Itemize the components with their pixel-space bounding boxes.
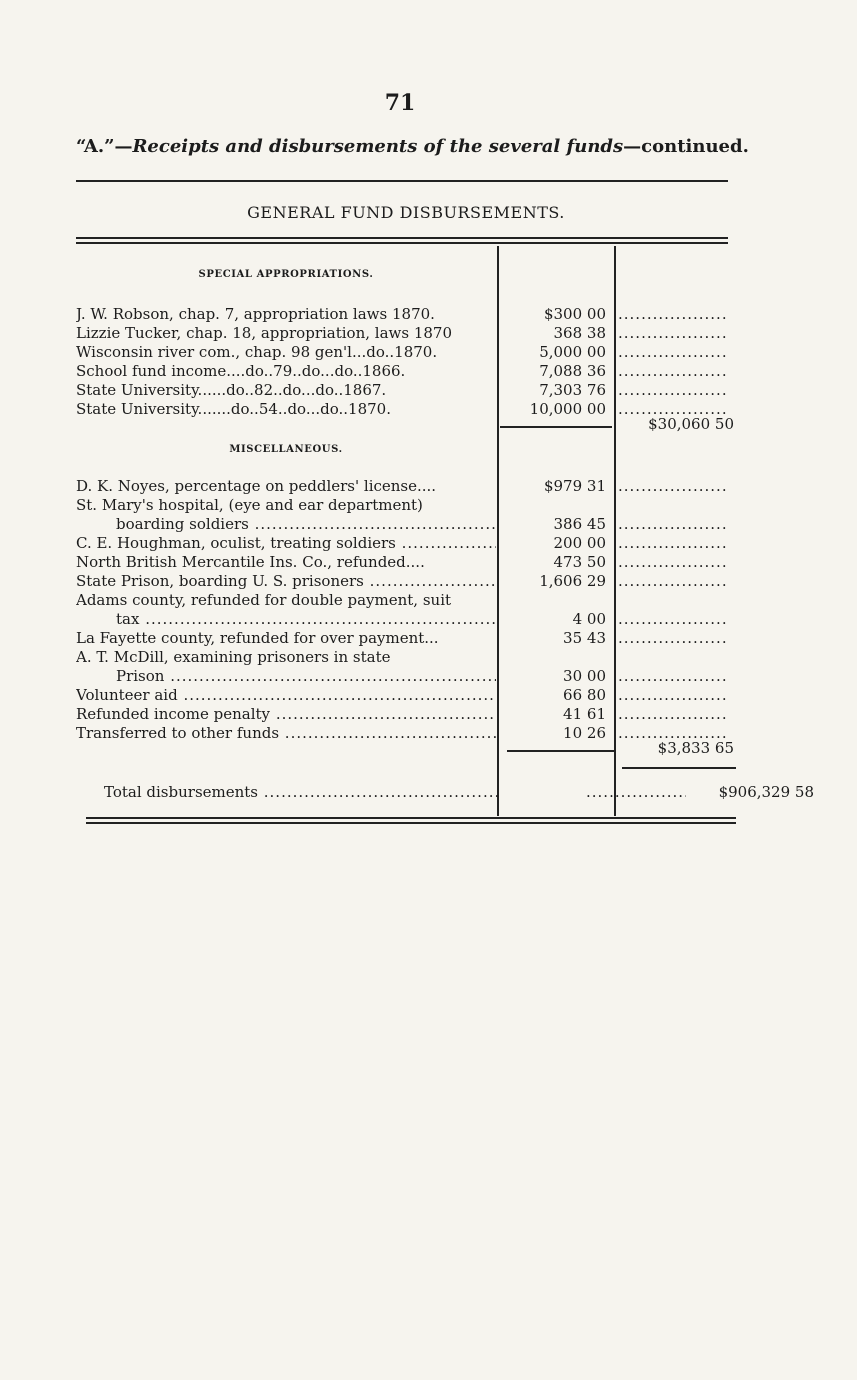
row-amount: 10,000 00 <box>529 400 606 418</box>
row-amount: 473 50 <box>553 553 606 571</box>
row-label <box>76 533 496 553</box>
dot-leader <box>396 534 496 552</box>
dot-leader <box>178 686 496 704</box>
row-label-text: boarding soldiers <box>116 515 249 533</box>
row-amount: $300 00 <box>543 305 606 323</box>
dot-leader <box>270 705 496 723</box>
row-label-text: Transferred to other funds <box>76 724 280 742</box>
dot-leader <box>618 609 728 629</box>
row-label: St. Mary's hospital, (eye and ear department) <box>76 496 423 514</box>
row-label: Adams county, refunded for double payment, suit <box>76 591 452 609</box>
total-label-text: Total disbursements <box>104 783 258 801</box>
dot-leader <box>618 361 728 381</box>
row-label <box>76 685 496 705</box>
row-label: Wisconsin river com., chap. 98 gen'l...do..1870. <box>76 343 438 361</box>
row-amount: 200 00 <box>553 534 606 552</box>
row-label: A. T. McDill, examining prisoners in state <box>76 648 391 666</box>
row-amount: 1,606 29 <box>539 572 606 590</box>
section-title: GENERAL FUND DISBURSEMENTS. <box>247 203 565 222</box>
dot-leader <box>618 704 728 724</box>
dot-leader <box>618 304 728 324</box>
total-label <box>104 782 499 802</box>
row-label: Lizzie Tucker, chap. 18, appropriation, laws 1870 <box>76 324 452 342</box>
dot-leader <box>139 610 496 628</box>
table-top-rule-1 <box>76 237 728 239</box>
row-label-text: State Prison, boarding U. S. prisoners <box>76 572 364 590</box>
dot-leader <box>618 476 728 496</box>
table-bottom-rule-1 <box>86 817 736 819</box>
row-label <box>76 571 496 591</box>
running-head-prefix: “A.”— <box>76 136 133 157</box>
column-divider-2 <box>614 246 616 816</box>
dot-leader <box>618 380 728 400</box>
dot-leader <box>618 666 728 686</box>
row-label: J. W. Robson, chap. 7, appropriation laws 1870. <box>76 305 435 323</box>
row-label: State University......do..82..do...do..1867. <box>76 381 387 399</box>
dot-leader <box>618 323 728 343</box>
row-label-text: Prison <box>116 667 165 685</box>
special-subtotal: $30,060 50 <box>648 415 734 433</box>
dot-leader <box>364 572 496 590</box>
dot-leader <box>279 724 496 742</box>
row-label-text: tax <box>116 610 140 628</box>
row-label: D. K. Noyes, percentage on peddlers' license.... <box>76 477 437 495</box>
row-label <box>76 704 496 724</box>
row-label: School fund income....do..79..do...do..1866. <box>76 362 406 380</box>
row-amount: 35 43 <box>563 629 606 647</box>
row-amount: 386 45 <box>553 515 606 533</box>
row-amount: 5,000 00 <box>539 343 606 361</box>
dot-leader <box>618 342 728 362</box>
row-label <box>76 723 496 743</box>
dot-leader <box>618 514 728 534</box>
row-label: La Fayette county, refunded for over payment... <box>76 629 439 647</box>
total-dot-leader <box>586 782 686 802</box>
dot-leader <box>618 685 728 705</box>
misc-subtotal: $3,833 65 <box>657 739 734 757</box>
page-number: 71 <box>384 90 416 116</box>
miscellaneous-heading: MISCELLANEOUS. <box>229 444 343 455</box>
dot-leader <box>618 552 728 572</box>
running-head-suffix: —continued. <box>623 136 749 157</box>
dot-leader <box>618 533 728 553</box>
total-amount: $906,329 58 <box>718 783 814 801</box>
row-label <box>116 609 496 629</box>
row-amount: 368 38 <box>553 324 606 342</box>
row-label: State University.......do..54..do...do..1870. <box>76 400 391 418</box>
running-head <box>76 136 749 157</box>
dot-leader <box>258 783 499 801</box>
row-label-text: Volunteer aid <box>76 686 178 704</box>
table-top-rule-2 <box>76 242 728 244</box>
row-amount: $979 31 <box>543 477 606 495</box>
running-head-title: Receipts and disbursements of the several funds <box>132 136 624 157</box>
row-label <box>116 514 496 534</box>
row-amount: 4 00 <box>572 610 606 628</box>
row-label-text: C. E. Houghman, oculist, treating soldiers <box>76 534 396 552</box>
row-amount: 30 00 <box>563 667 606 685</box>
row-label: North British Mercantile Ins. Co., refunded.... <box>76 553 425 571</box>
row-amount: 7,088 36 <box>539 362 606 380</box>
special-subtotal-rule <box>500 426 612 428</box>
dot-leader <box>164 667 496 685</box>
row-amount: 10 26 <box>563 724 606 742</box>
row-amount: 41 61 <box>563 705 606 723</box>
dot-leader <box>618 628 728 648</box>
special-appropriations-heading: SPECIAL APPROPRIATIONS. <box>198 269 374 280</box>
row-amount: 66 80 <box>563 686 606 704</box>
dot-leader <box>249 515 496 533</box>
row-amount: 7,303 76 <box>539 381 606 399</box>
column-divider-1 <box>497 246 499 816</box>
misc-subtotal-rule <box>507 750 615 752</box>
table-bottom-rule-2 <box>86 822 736 824</box>
top-rule <box>76 180 728 182</box>
row-label <box>116 666 496 686</box>
row-label-text: Refunded income penalty <box>76 705 271 723</box>
dot-leader <box>618 571 728 591</box>
total-rule <box>622 767 736 769</box>
